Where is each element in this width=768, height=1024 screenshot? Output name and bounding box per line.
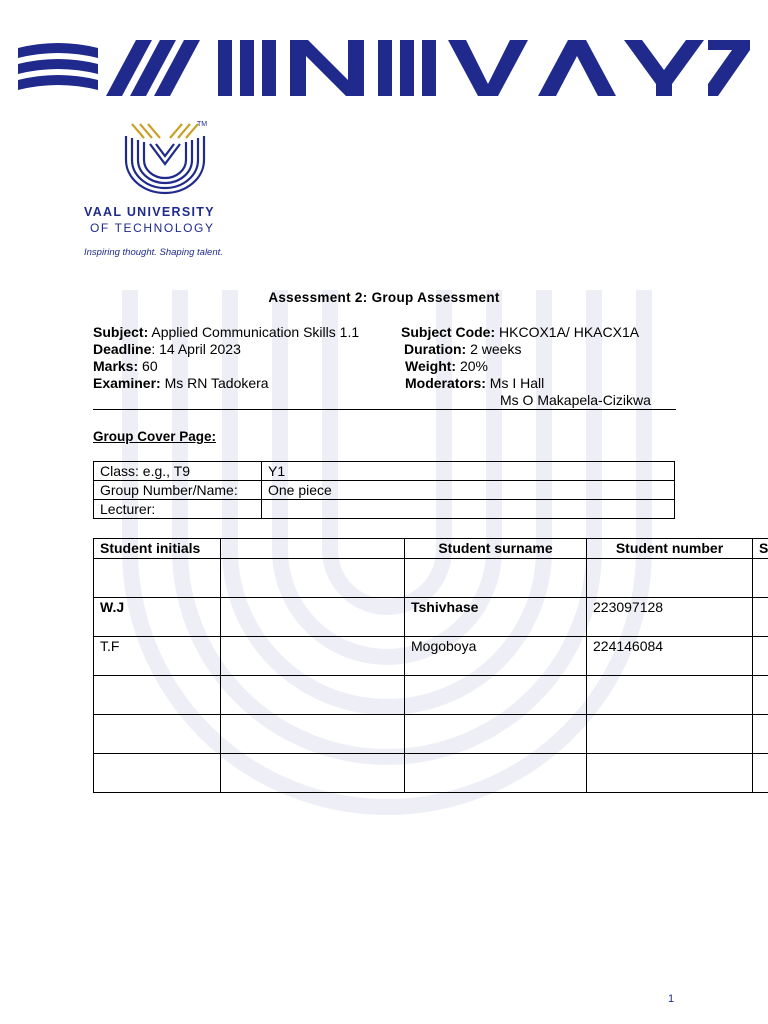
header-student-initials: Student initials <box>94 539 221 559</box>
table-row <box>94 481 675 500</box>
cell-initials[interactable]: T.F <box>94 637 221 676</box>
cell-blank[interactable] <box>221 754 405 793</box>
cell-surname[interactable] <box>405 754 587 793</box>
cell-blank[interactable] <box>221 715 405 754</box>
cell-blank[interactable] <box>221 559 405 598</box>
cell-number[interactable]: 224146084 <box>587 637 753 676</box>
table-row <box>94 559 768 598</box>
trademark-symbol: TM <box>197 121 208 128</box>
duration-label: Duration: <box>404 341 467 357</box>
duration-line <box>404 341 521 357</box>
examiner-value: Ms RN Tadokera <box>160 375 269 391</box>
cover-label-group: Group Number/Name: <box>94 481 262 500</box>
weight-line <box>405 358 488 374</box>
cell-extra[interactable] <box>753 676 768 715</box>
subject-code-label: Subject Code: <box>401 324 496 340</box>
header-student-number: Student number <box>587 539 753 559</box>
weight-value: 20% <box>456 358 488 374</box>
subject-line <box>93 324 359 340</box>
cover-value-lecturer[interactable] <box>262 500 675 519</box>
university-name-line1: VAAL UNIVERSITY <box>84 205 215 219</box>
cover-value-class[interactable]: Y1 <box>262 462 675 481</box>
header-divider <box>93 409 676 410</box>
examiner-line <box>93 375 269 391</box>
cell-number[interactable] <box>587 676 753 715</box>
deadline-label: Deadline <box>93 341 152 357</box>
weight-label: Weight: <box>405 358 457 374</box>
cell-blank[interactable] <box>221 676 405 715</box>
university-tagline: Inspiring thought. Shaping talent. <box>84 247 223 258</box>
table-header-row <box>94 539 768 559</box>
university-shield-logo <box>120 120 210 195</box>
table-row <box>94 715 768 754</box>
deadline-line <box>93 341 241 357</box>
marks-label: Marks: <box>93 358 139 374</box>
table-row <box>94 637 768 676</box>
header-blank <box>221 539 405 559</box>
cover-label-lecturer: Lecturer: <box>94 500 262 519</box>
cell-initials[interactable] <box>94 559 221 598</box>
table-row <box>94 754 768 793</box>
header-student-surname: Student surname <box>405 539 587 559</box>
table-row <box>94 676 768 715</box>
assessment-title: Assessment 2: Group Assessment <box>268 290 500 305</box>
cell-number[interactable] <box>587 754 753 793</box>
table-row <box>94 462 675 481</box>
subject-value: Applied Communication Skills 1.1 <box>148 324 360 340</box>
students-table-container <box>93 538 768 798</box>
subject-code-line <box>401 324 639 340</box>
cell-number[interactable]: 223097128 <box>587 598 753 637</box>
examiner-label: Examiner: <box>93 375 161 391</box>
moderators-line <box>405 375 544 391</box>
deadline-value: : 14 April 2023 <box>151 341 241 357</box>
cell-number[interactable] <box>587 559 753 598</box>
cover-label-class: Class: e.g., T9 <box>94 462 262 481</box>
cell-surname[interactable] <box>405 715 587 754</box>
cell-number[interactable] <box>587 715 753 754</box>
cell-initials[interactable] <box>94 754 221 793</box>
group-cover-table <box>93 461 675 519</box>
table-row <box>94 598 768 637</box>
cell-initials[interactable]: W.J <box>94 598 221 637</box>
cell-initials[interactable] <box>94 715 221 754</box>
table-row <box>94 500 675 519</box>
cell-extra[interactable] <box>753 598 768 637</box>
marks-line <box>93 358 158 374</box>
cell-blank[interactable] <box>221 598 405 637</box>
students-table <box>93 538 768 793</box>
cell-surname[interactable] <box>405 559 587 598</box>
header-cut-off: S <box>753 539 768 559</box>
moderators-label: Moderators: <box>405 375 486 391</box>
university-name-line2: OF TECHNOLOGY <box>90 221 215 235</box>
subject-code-value: HKCOX1A/ HKACX1A <box>495 324 640 340</box>
duration-value: 2 weeks <box>466 341 522 357</box>
marks-value: 60 <box>138 358 158 374</box>
cell-extra[interactable] <box>753 637 768 676</box>
subject-label: Subject: <box>93 324 149 340</box>
cell-surname[interactable] <box>405 676 587 715</box>
group-cover-heading: Group Cover Page: <box>93 429 217 444</box>
cell-surname[interactable]: Tshivhase <box>405 598 587 637</box>
cell-initials[interactable] <box>94 676 221 715</box>
moderators-value-1: Ms I Hall <box>485 375 545 391</box>
cover-value-group[interactable]: One piece <box>262 481 675 500</box>
page-number: 1 <box>668 993 675 1005</box>
cell-surname[interactable]: Mogoboya <box>405 637 587 676</box>
cell-extra[interactable] <box>753 559 768 598</box>
cell-blank[interactable] <box>221 637 405 676</box>
cell-extra[interactable] <box>753 715 768 754</box>
brand-banner-graphic <box>18 40 750 96</box>
cell-extra[interactable] <box>753 754 768 793</box>
moderators-value-2: Ms O Makapela-Cizikwa <box>500 392 651 408</box>
